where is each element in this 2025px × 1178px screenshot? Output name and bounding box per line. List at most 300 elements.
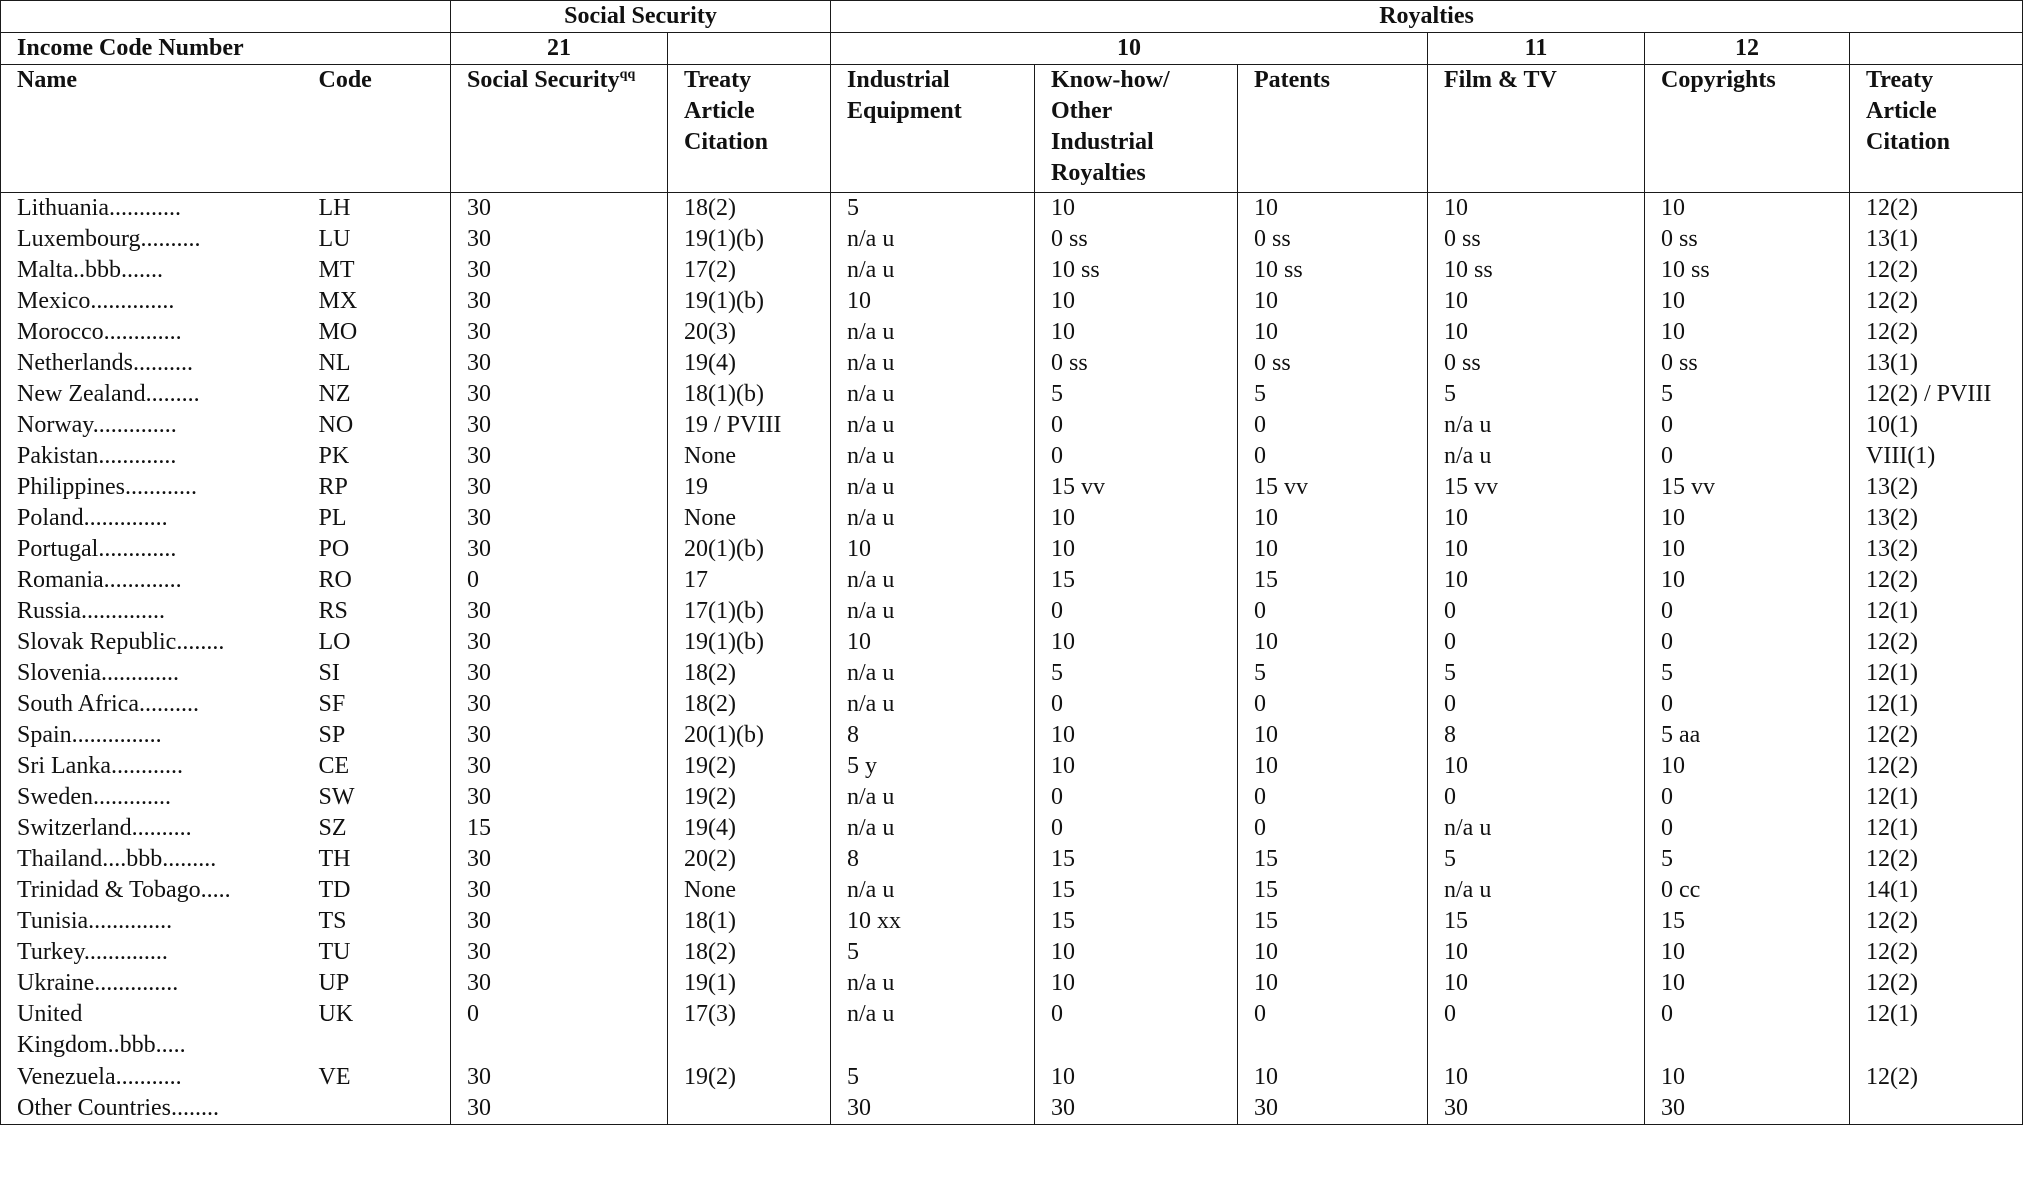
table-row [1,441,2023,472]
cell-patents: 0 [1238,441,1428,472]
cell-knowhow: 10 ss [1035,255,1238,286]
cell-film-tv: n/a u [1428,813,1645,844]
cell-name: Norway.............. [1,410,303,441]
cell-treaty-ss: None [668,441,831,472]
table-row [1,410,2023,441]
cell-treaty-roy: 13(2) [1850,503,2023,534]
cell-treaty-ss: 19(2) [668,782,831,813]
cell-name: Switzerland.......... [1,813,303,844]
cell-treaty-roy: 12(2) [1850,906,2023,937]
table-row [1,286,2023,317]
income-code-21: 21 [451,33,668,65]
cell-copyrights: 0 ss [1645,348,1850,379]
cell-code: RO [303,565,451,596]
cell-treaty-ss: 20(1)(b) [668,534,831,565]
cell-treaty-roy: 12(2) [1850,565,2023,596]
col-code: Code [303,65,451,193]
cell-copyrights: 10 [1645,968,1850,999]
cell-knowhow: 10 [1035,751,1238,782]
cell-treaty-ss: 19 / PVIII [668,410,831,441]
cell-industrial-equipment: n/a u [831,441,1035,472]
table-row [1,317,2023,348]
table-row [1,689,2023,720]
cell-treaty-ss: 18(2) [668,658,831,689]
cell-copyrights: 0 ss [1645,224,1850,255]
cell-code: LO [303,627,451,658]
cell-social-security: 30 [451,968,668,999]
cell-treaty-ss: 20(1)(b) [668,720,831,751]
cell-social-security: 30 [451,441,668,472]
cell-treaty-ss: 18(2) [668,937,831,968]
cell-industrial-equipment: n/a u [831,348,1035,379]
cell-name: Other Countries........ [1,1093,303,1125]
cell-social-security: 30 [451,410,668,441]
table-row [1,906,2023,937]
col-copyrights: Copyrights [1645,65,1850,193]
cell-name: Portugal............. [1,534,303,565]
cell-copyrights: 5 aa [1645,720,1850,751]
cell-film-tv: 5 [1428,844,1645,875]
cell-film-tv: 0 [1428,627,1645,658]
cell-social-security: 30 [451,379,668,410]
cell-industrial-equipment: 10 [831,627,1035,658]
cell-name: Sri Lanka............ [1,751,303,782]
cell-patents: 0 [1238,410,1428,441]
cell-treaty-ss: 17(2) [668,255,831,286]
cell-name: South Africa.......... [1,689,303,720]
cell-treaty-roy: 12(1) [1850,689,2023,720]
cell-treaty-roy: 10(1) [1850,410,2023,441]
header-income-code-row [1,33,2023,65]
cell-industrial-equipment: 5 [831,193,1035,225]
cell-copyrights: 10 [1645,286,1850,317]
table-row [1,627,2023,658]
cell-social-security: 30 [451,937,668,968]
table-row [1,658,2023,689]
cell-knowhow: 15 [1035,906,1238,937]
cell-industrial-equipment: 8 [831,720,1035,751]
cell-industrial-equipment: n/a u [831,317,1035,348]
cell-treaty-roy: 12(2) [1850,255,2023,286]
cell-industrial-equipment: n/a u [831,689,1035,720]
cell-treaty-roy: 13(1) [1850,224,2023,255]
cell-knowhow: 0 [1035,689,1238,720]
cell-treaty-roy: 12(2) [1850,286,2023,317]
cell-treaty-roy: 13(2) [1850,472,2023,503]
col-treaty-ss: Treaty Article Citation [668,65,831,193]
col-social-security-label: Social Security [467,67,620,93]
cell-patents: 30 [1238,1093,1428,1125]
cell-knowhow: 0 [1035,999,1238,1062]
cell-social-security: 30 [451,255,668,286]
cell-treaty-ss: 18(1)(b) [668,379,831,410]
cell-treaty-roy: 12(2) [1850,193,2023,225]
table-row [1,534,2023,565]
cell-social-security: 30 [451,596,668,627]
cell-name: Ukraine.............. [1,968,303,999]
cell-patents: 10 [1238,534,1428,565]
cell-industrial-equipment: n/a u [831,658,1035,689]
cell-code: TD [303,875,451,906]
cell-social-security: 30 [451,348,668,379]
cell-treaty-ss: 17 [668,565,831,596]
header-columns-row [1,65,2023,193]
table-row [1,813,2023,844]
cell-industrial-equipment: n/a u [831,410,1035,441]
cell-copyrights: 5 [1645,844,1850,875]
cell-name: Philippines............ [1,472,303,503]
cell-industrial-equipment: n/a u [831,596,1035,627]
cell-code: PK [303,441,451,472]
cell-film-tv: 5 [1428,379,1645,410]
cell-knowhow: 0 [1035,410,1238,441]
cell-patents: 15 vv [1238,472,1428,503]
cell-code: MO [303,317,451,348]
table-row [1,720,2023,751]
cell-film-tv: 15 vv [1428,472,1645,503]
cell-patents: 0 [1238,782,1428,813]
cell-industrial-equipment: n/a u [831,813,1035,844]
cell-name: Malta..bbb....... [1,255,303,286]
cell-code: SF [303,689,451,720]
cell-treaty-ss: 19(1)(b) [668,286,831,317]
cell-patents: 15 [1238,844,1428,875]
col-patents: Patents [1238,65,1428,193]
cell-copyrights: 30 [1645,1093,1850,1125]
cell-copyrights: 0 [1645,999,1850,1062]
cell-treaty-roy: VIII(1) [1850,441,2023,472]
col-social-security [451,65,668,193]
cell-treaty-ss: None [668,875,831,906]
cell-code: SP [303,720,451,751]
table-header [1,1,2023,193]
header-blank-cell [1,1,451,33]
cell-patents: 10 ss [1238,255,1428,286]
income-code-10: 10 [831,33,1428,65]
cell-patents: 10 [1238,286,1428,317]
cell-knowhow: 0 [1035,813,1238,844]
cell-treaty-ss: 19(1)(b) [668,627,831,658]
col-social-security-footnote: qq [619,67,636,82]
cell-treaty-ss: 17(1)(b) [668,596,831,627]
cell-code: PL [303,503,451,534]
cell-copyrights: 10 [1645,503,1850,534]
cell-copyrights: 0 cc [1645,875,1850,906]
cell-treaty-ss: 17(3) [668,999,831,1062]
cell-copyrights: 5 [1645,379,1850,410]
cell-patents: 5 [1238,658,1428,689]
cell-treaty-ss: 19(2) [668,1062,831,1093]
table-row [1,379,2023,410]
cell-treaty-ss: 19(1) [668,968,831,999]
table-row [1,937,2023,968]
cell-code: TU [303,937,451,968]
table-row [1,751,2023,782]
cell-treaty-roy: 12(1) [1850,658,2023,689]
cell-industrial-equipment: n/a u [831,503,1035,534]
cell-social-security: 30 [451,317,668,348]
cell-treaty-roy: 12(1) [1850,813,2023,844]
cell-industrial-equipment: n/a u [831,255,1035,286]
cell-treaty-ss: 18(2) [668,689,831,720]
cell-name: Luxembourg.......... [1,224,303,255]
cell-copyrights: 10 [1645,317,1850,348]
table-row [1,999,2023,1062]
cell-film-tv: 10 [1428,968,1645,999]
cell-code: MX [303,286,451,317]
cell-treaty-roy: 12(2) [1850,844,2023,875]
cell-copyrights: 15 [1645,906,1850,937]
cell-copyrights: 0 [1645,813,1850,844]
cell-film-tv: 10 [1428,286,1645,317]
cell-film-tv: 10 ss [1428,255,1645,286]
cell-code: RS [303,596,451,627]
cell-code: UK [303,999,451,1062]
cell-treaty-roy: 12(2) [1850,1062,2023,1093]
cell-knowhow: 15 vv [1035,472,1238,503]
cell-name: Slovenia............. [1,658,303,689]
cell-code: LU [303,224,451,255]
cell-name: Morocco............. [1,317,303,348]
cell-industrial-equipment: 10 [831,286,1035,317]
cell-industrial-equipment: 8 [831,844,1035,875]
cell-social-security: 30 [451,720,668,751]
cell-name: Mexico.............. [1,286,303,317]
cell-social-security: 30 [451,286,668,317]
table-row [1,503,2023,534]
cell-social-security: 0 [451,565,668,596]
cell-copyrights: 0 [1645,596,1850,627]
cell-code: NZ [303,379,451,410]
cell-code: SI [303,658,451,689]
cell-knowhow: 10 [1035,534,1238,565]
cell-social-security: 30 [451,224,668,255]
group-social-security: Social Security [451,1,831,33]
cell-copyrights: 10 ss [1645,255,1850,286]
col-knowhow: Know-how/ Other Industrial Royalties [1035,65,1238,193]
cell-copyrights: 15 vv [1645,472,1850,503]
cell-treaty-roy: 12(1) [1850,782,2023,813]
cell-treaty-ss: 19(4) [668,813,831,844]
income-code-blank-roy [1850,33,2023,65]
cell-treaty-ss [668,1093,831,1125]
cell-code: PO [303,534,451,565]
cell-film-tv: 10 [1428,317,1645,348]
cell-industrial-equipment: n/a u [831,224,1035,255]
cell-patents: 10 [1238,193,1428,225]
cell-code: UP [303,968,451,999]
cell-treaty-ss: None [668,503,831,534]
cell-film-tv: 30 [1428,1093,1645,1125]
cell-social-security: 30 [451,751,668,782]
cell-patents: 0 [1238,813,1428,844]
cell-social-security: 15 [451,813,668,844]
cell-social-security: 30 [451,627,668,658]
cell-film-tv: 0 [1428,999,1645,1062]
table-row [1,596,2023,627]
cell-treaty-roy: 12(1) [1850,596,2023,627]
cell-copyrights: 10 [1645,534,1850,565]
cell-knowhow: 0 [1035,782,1238,813]
cell-patents: 15 [1238,875,1428,906]
cell-copyrights: 10 [1645,565,1850,596]
cell-copyrights: 10 [1645,1062,1850,1093]
cell-name: Spain............... [1,720,303,751]
cell-industrial-equipment: 30 [831,1093,1035,1125]
cell-treaty-roy: 13(1) [1850,348,2023,379]
cell-code: TH [303,844,451,875]
cell-social-security: 30 [451,658,668,689]
table-body [1,193,2023,1125]
cell-knowhow: 0 [1035,441,1238,472]
cell-patents: 0 ss [1238,224,1428,255]
cell-film-tv: 5 [1428,658,1645,689]
cell-film-tv: 0 [1428,689,1645,720]
cell-copyrights: 10 [1645,937,1850,968]
cell-knowhow: 5 [1035,658,1238,689]
table-row [1,1062,2023,1093]
cell-name: Slovak Republic........ [1,627,303,658]
cell-name: United Kingdom..bbb..... [1,999,303,1062]
cell-code: TS [303,906,451,937]
cell-industrial-equipment: n/a u [831,875,1035,906]
col-industrial-equipment: Industrial Equipment [831,65,1035,193]
cell-treaty-ss: 19 [668,472,831,503]
cell-social-security: 30 [451,472,668,503]
cell-social-security: 30 [451,1062,668,1093]
cell-industrial-equipment: n/a u [831,999,1035,1062]
cell-name: Turkey.............. [1,937,303,968]
cell-film-tv: 8 [1428,720,1645,751]
cell-name: Poland.............. [1,503,303,534]
cell-industrial-equipment: 10 xx [831,906,1035,937]
cell-patents: 15 [1238,906,1428,937]
cell-social-security: 30 [451,503,668,534]
table-row [1,875,2023,906]
cell-copyrights: 5 [1645,658,1850,689]
cell-knowhow: 10 [1035,1062,1238,1093]
cell-industrial-equipment: n/a u [831,782,1035,813]
cell-film-tv: 0 ss [1428,224,1645,255]
cell-patents: 0 [1238,999,1428,1062]
table-row [1,472,2023,503]
cell-knowhow: 5 [1035,379,1238,410]
cell-copyrights: 0 [1645,627,1850,658]
cell-name: Pakistan............. [1,441,303,472]
table-row [1,255,2023,286]
cell-treaty-ss: 19(2) [668,751,831,782]
cell-treaty-roy: 14(1) [1850,875,2023,906]
cell-patents: 10 [1238,937,1428,968]
table-row [1,348,2023,379]
cell-treaty-roy: 12(2) [1850,720,2023,751]
cell-patents: 15 [1238,565,1428,596]
cell-film-tv: 10 [1428,503,1645,534]
cell-film-tv: 15 [1428,906,1645,937]
cell-name: New Zealand......... [1,379,303,410]
cell-copyrights: 10 [1645,751,1850,782]
cell-treaty-ss: 18(2) [668,193,831,225]
cell-treaty-roy: 12(1) [1850,999,2023,1062]
cell-name: Romania............. [1,565,303,596]
cell-code: SW [303,782,451,813]
cell-industrial-equipment: 5 y [831,751,1035,782]
cell-treaty-roy: 12(2) [1850,968,2023,999]
cell-copyrights: 0 [1645,689,1850,720]
cell-name: Lithuania............ [1,193,303,225]
cell-treaty-ss: 20(2) [668,844,831,875]
cell-social-security: 0 [451,999,668,1062]
header-group-row [1,1,2023,33]
cell-name: Sweden............. [1,782,303,813]
cell-knowhow: 15 [1035,565,1238,596]
cell-knowhow: 0 ss [1035,348,1238,379]
cell-patents: 10 [1238,627,1428,658]
cell-patents: 0 [1238,689,1428,720]
cell-patents: 10 [1238,968,1428,999]
income-code-12: 12 [1645,33,1850,65]
table-row [1,844,2023,875]
cell-industrial-equipment: n/a u [831,379,1035,410]
cell-code: SZ [303,813,451,844]
table-row [1,1093,2023,1125]
cell-patents: 5 [1238,379,1428,410]
cell-name: Netherlands.......... [1,348,303,379]
table-row [1,193,2023,225]
cell-knowhow: 10 [1035,627,1238,658]
cell-name: Russia.............. [1,596,303,627]
cell-treaty-ss: 20(3) [668,317,831,348]
cell-industrial-equipment: 10 [831,534,1035,565]
cell-code [303,1093,451,1125]
cell-social-security: 30 [451,906,668,937]
cell-name: Tunisia.............. [1,906,303,937]
col-film-tv: Film & TV [1428,65,1645,193]
cell-knowhow: 30 [1035,1093,1238,1125]
cell-treaty-ss: 19(1)(b) [668,224,831,255]
cell-knowhow: 0 ss [1035,224,1238,255]
cell-code: MT [303,255,451,286]
cell-film-tv: 10 [1428,534,1645,565]
cell-knowhow: 10 [1035,503,1238,534]
cell-film-tv: 0 [1428,782,1645,813]
cell-copyrights: 10 [1645,193,1850,225]
cell-patents: 10 [1238,1062,1428,1093]
cell-film-tv: 10 [1428,1062,1645,1093]
cell-knowhow: 15 [1035,875,1238,906]
table-row [1,224,2023,255]
cell-film-tv: 10 [1428,193,1645,225]
cell-film-tv: n/a u [1428,410,1645,441]
cell-treaty-roy: 12(2) [1850,317,2023,348]
cell-code: NO [303,410,451,441]
cell-knowhow: 0 [1035,596,1238,627]
cell-name: Thailand....bbb......... [1,844,303,875]
cell-treaty-roy [1850,1093,2023,1125]
cell-treaty-roy: 13(2) [1850,534,2023,565]
cell-social-security: 30 [451,193,668,225]
cell-social-security: 30 [451,1093,668,1125]
cell-name: Trinidad & Tobago..... [1,875,303,906]
cell-treaty-ss: 19(4) [668,348,831,379]
cell-patents: 10 [1238,503,1428,534]
table-row [1,968,2023,999]
cell-treaty-ss: 18(1) [668,906,831,937]
cell-film-tv: 10 [1428,937,1645,968]
cell-treaty-roy: 12(2) / PVIII [1850,379,2023,410]
cell-code: LH [303,193,451,225]
cell-patents: 10 [1238,751,1428,782]
